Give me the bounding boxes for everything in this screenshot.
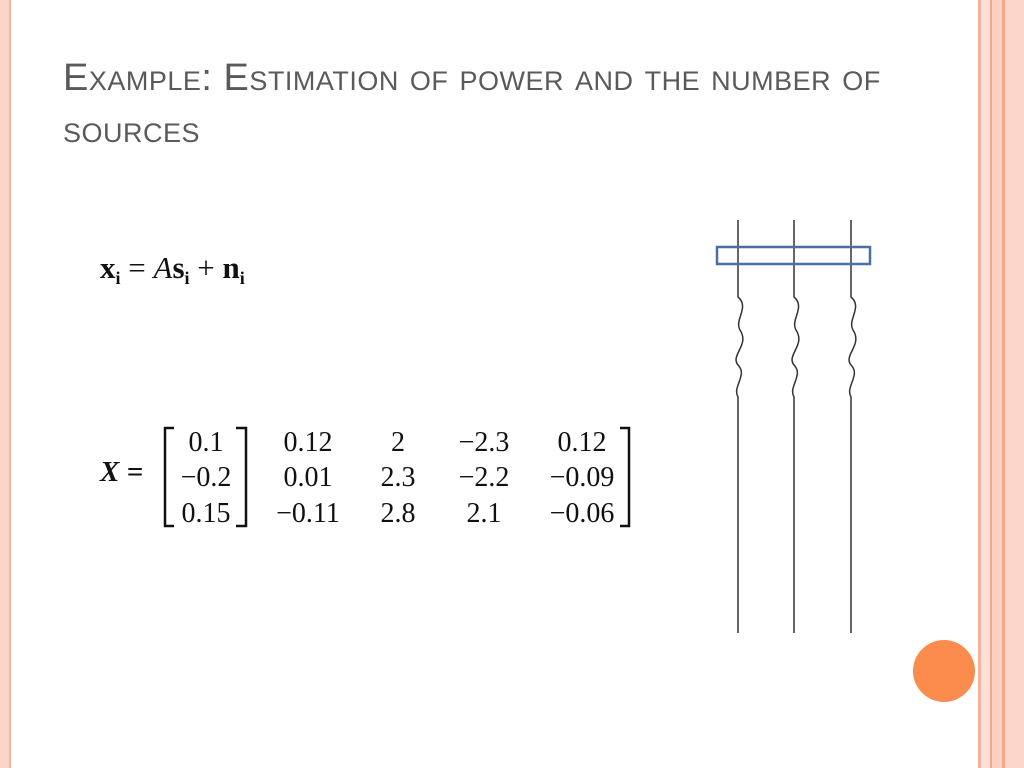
matrix-cell: −0.2	[180, 462, 232, 493]
matrix-body	[162, 426, 642, 530]
matrix-left-bracket	[165, 428, 174, 526]
matrix-cell: 2.8	[380, 498, 416, 529]
stripe	[1005, 0, 1024, 768]
equation-s-subscript: i	[184, 268, 190, 288]
left-border	[0, 0, 9, 768]
stripe	[992, 0, 1002, 768]
stripe	[981, 0, 990, 768]
matrix-cell: 0.12	[283, 427, 333, 458]
first-column-right-bracket	[236, 428, 246, 526]
matrix-cell: −2.2	[458, 462, 510, 493]
matrix-cell: 0.01	[283, 462, 333, 493]
equation-equals: =	[128, 250, 146, 285]
equation-x: x	[100, 250, 116, 285]
equation-plus: +	[197, 250, 215, 285]
equation-n-subscript: i	[239, 268, 245, 288]
matrix-cell: 0.15	[181, 498, 231, 529]
sensor-wire-3	[849, 220, 856, 633]
matrix-equals: =	[126, 456, 144, 488]
orange-accent-circle	[913, 640, 975, 702]
matrix-cell: −0.06	[549, 498, 615, 529]
left-border-line	[9, 0, 11, 768]
matrix-cell: 2.1	[466, 498, 502, 529]
matrix-cell: −0.11	[276, 498, 340, 529]
matrix-name: X	[100, 456, 120, 488]
model-equation	[100, 250, 245, 289]
sensor-array-diagram	[710, 215, 880, 637]
matrix-cell: 0.1	[188, 427, 224, 458]
matrix-cell: 0.12	[557, 427, 607, 458]
sensor-wire-2	[792, 220, 799, 633]
equation-x-subscript: i	[115, 268, 121, 288]
right-decorative-stripes	[978, 0, 1024, 768]
matrix-cell: 2	[391, 427, 405, 458]
matrix-cell: 2.3	[380, 462, 416, 493]
slide-title: Example: Estimation of power and the number of sources	[63, 57, 881, 151]
matrix-right-bracket	[620, 428, 629, 526]
matrix-cell: −2.3	[458, 427, 510, 458]
equation-n: n	[222, 250, 240, 285]
sensor-wire-1	[736, 220, 743, 633]
equation-A: A	[153, 250, 173, 285]
matrix-lhs	[100, 456, 143, 489]
equation-s: s	[172, 250, 185, 285]
matrix-cell: −0.09	[549, 462, 615, 493]
